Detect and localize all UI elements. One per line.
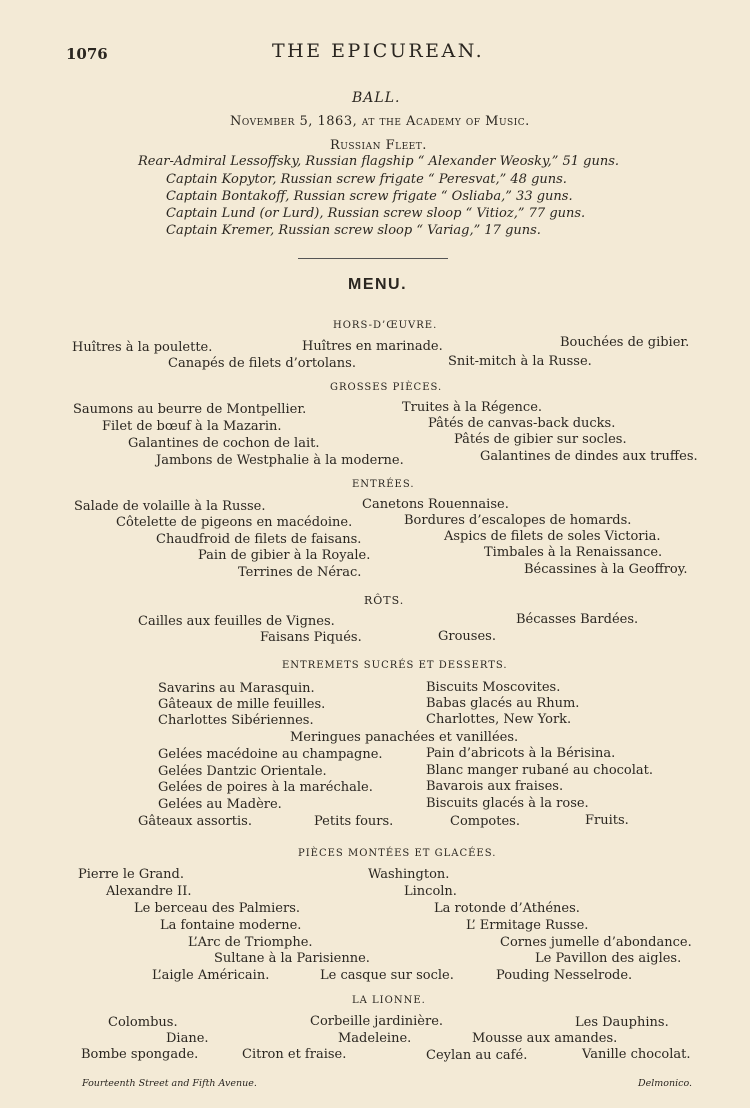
menu-item: Cornes jumelle d’abondance. (500, 935, 692, 950)
menu-item: Pain d’abricots à la Bérisina. (426, 746, 616, 761)
menu-item: Gelées de poires à la maréchale. (158, 780, 373, 795)
menu-item: La rotonde d’Athénes. (434, 901, 580, 916)
menu-item: Jambons de Westphalie à la moderne. (156, 453, 404, 468)
menu-item: Faisans Piqués. (260, 630, 362, 645)
section-heading-la-lionne: LA LIONNE. (352, 995, 426, 1006)
menu-item: L’Arc de Triomphe. (188, 935, 313, 950)
menu-item: Pain de gibier à la Royale. (198, 548, 371, 563)
section-heading-pieces-montees: PIÈCES MONTÉES ET GLACÉES. (298, 848, 497, 859)
menu-item: Mousse aux amandes. (472, 1031, 618, 1046)
menu-item: Bécasses Bardées. (516, 612, 639, 627)
menu-item: Bécassines à la Geoffroy. (524, 562, 688, 577)
menu-item: Canapés de filets d’ortolans. (168, 356, 356, 371)
menu-item: Terrines de Nérac. (238, 565, 362, 580)
menu-item: L’aigle Américain. (152, 968, 270, 983)
menu-item: Bouchées de gibier. (560, 335, 690, 350)
menu-item: Sultane à la Parisienne. (214, 951, 370, 966)
menu-item: Pâtés de gibier sur socles. (454, 432, 627, 447)
ball-title: BALL. (352, 90, 401, 106)
menu-item: Lincoln. (404, 884, 457, 899)
menu-item: Les Dauphins. (575, 1015, 669, 1030)
menu-item: Gâteaux assortis. (138, 814, 252, 829)
section-heading-grosses-pieces: GROSSES PIÈCES. (330, 382, 443, 393)
menu-item: Ceylan au café. (426, 1048, 528, 1063)
book-title: THE EPICUREAN. (272, 40, 485, 62)
menu-item: Le casque sur socle. (320, 968, 454, 983)
menu-item: Le berceau des Palmiers. (134, 901, 301, 916)
menu-item: Corbeille jardinière. (310, 1014, 444, 1029)
menu-item: Vanille chocolat. (582, 1047, 691, 1062)
menu-item: Charlottes Sibériennes. (158, 713, 314, 728)
divider-rule (298, 258, 448, 259)
menu-item: Blanc manger rubané au chocolat. (426, 763, 654, 778)
menu-item: Madeleine. (338, 1031, 412, 1046)
footer-address: Fourteenth Street and Fifth Avenue. (82, 1078, 257, 1089)
menu-item: Saumons au beurre de Montpellier. (73, 402, 307, 417)
menu-item: Gâteaux de mille feuilles. (158, 697, 326, 712)
menu-item: Snit-mitch à la Russe. (448, 354, 592, 369)
menu-item: Le Pavillon des aigles. (535, 951, 682, 966)
section-heading-entremets: ENTREMETS SUCRÉS ET DESSERTS. (282, 660, 508, 671)
officer-line: Captain Lund (or Lurd), Russian screw sloop “ Vitioz,” 77 guns. (166, 206, 586, 221)
section-heading-hors-doeuvre: HORS-D’ŒUVRE. (333, 320, 438, 331)
menu-item: Canetons Rouennaise. (362, 497, 509, 512)
ball-date-line: November 5, 1863, at the Academy of Music. (230, 114, 530, 129)
page-number: 1076 (66, 45, 108, 63)
menu-item: Huîtres en marinade. (302, 339, 443, 354)
menu-item: Citron et fraise. (242, 1047, 347, 1062)
menu-item: Huîtres à la poulette. (72, 340, 213, 355)
menu-item: Fruits. (585, 813, 629, 828)
menu-item: Compotes. (450, 814, 520, 829)
menu-item: Charlottes, New York. (426, 712, 572, 727)
menu-item: Meringues panachées et vanillées. (290, 730, 519, 745)
officer-line: Captain Bontakoff, Russian screw frigate “ Osliaba,” 33 guns. (166, 189, 573, 204)
section-heading-entrees: ENTRÉES. (352, 479, 415, 490)
menu-item: Gelées Dantzic Orientale. (158, 764, 327, 779)
officer-line: Rear-Admiral Lessoffsky, Russian flagship “ Alexander Weosky,” 51 guns. (138, 154, 620, 169)
menu-item: Côtelette de pigeons en macédoine. (116, 515, 353, 530)
officer-line: Captain Kremer, Russian screw sloop “ Variag,” 17 guns. (166, 223, 541, 238)
menu-item: Filet de bœuf à la Mazarin. (102, 419, 282, 434)
menu-item: Salade de volaille à la Russe. (74, 499, 266, 514)
menu-item: Timbales à la Renaissance. (484, 545, 663, 560)
menu-item: Diane. (166, 1031, 209, 1046)
menu-item: Biscuits Moscovites. (426, 680, 561, 695)
menu-item: Truites à la Régence. (402, 400, 543, 415)
menu-item: Washington. (368, 867, 450, 882)
menu-item: Aspics de filets de soles Victoria. (444, 529, 661, 544)
menu-item: L’ Ermitage Russe. (466, 918, 589, 933)
menu-item: Babas glacés au Rhum. (426, 696, 580, 711)
menu-item: Pierre le Grand. (78, 867, 185, 882)
menu-item: Biscuits glacés à la rose. (426, 796, 589, 811)
menu-item: Petits fours. (314, 814, 394, 829)
menu-item: Gelées macédoine au champagne. (158, 747, 383, 762)
menu-item: La fontaine moderne. (160, 918, 302, 933)
menu-item: Cailles aux feuilles de Vignes. (138, 614, 335, 629)
menu-item: Bordures d’escalopes de homards. (404, 513, 632, 528)
section-heading-rots: RÔTS. (364, 594, 405, 607)
menu-item: Alexandre II. (106, 884, 192, 899)
fleet-heading: Russian Fleet. (330, 138, 427, 153)
menu-item: Colombus. (108, 1015, 178, 1030)
menu-item: Galantines de dindes aux truffes. (480, 449, 698, 464)
menu-item: Galantines de cochon de lait. (128, 436, 320, 451)
menu-item: Bavarois aux fraises. (426, 779, 564, 794)
menu-item: Pâtés de canvas-back ducks. (428, 416, 616, 431)
menu-item: Chaudfroid de filets de faisans. (156, 532, 362, 547)
menu-title: MENU. (348, 276, 408, 293)
menu-item: Grouses. (438, 629, 496, 644)
menu-item: Gelées au Madère. (158, 797, 282, 812)
footer-caterer: Delmonico. (638, 1078, 693, 1089)
menu-item: Pouding Nesselrode. (496, 968, 633, 983)
officer-line: Captain Kopytor, Russian screw frigate “ Peresvat,” 48 guns. (166, 172, 567, 187)
menu-item: Savarins au Marasquin. (158, 681, 315, 696)
menu-item: Bombe spongade. (81, 1047, 199, 1062)
